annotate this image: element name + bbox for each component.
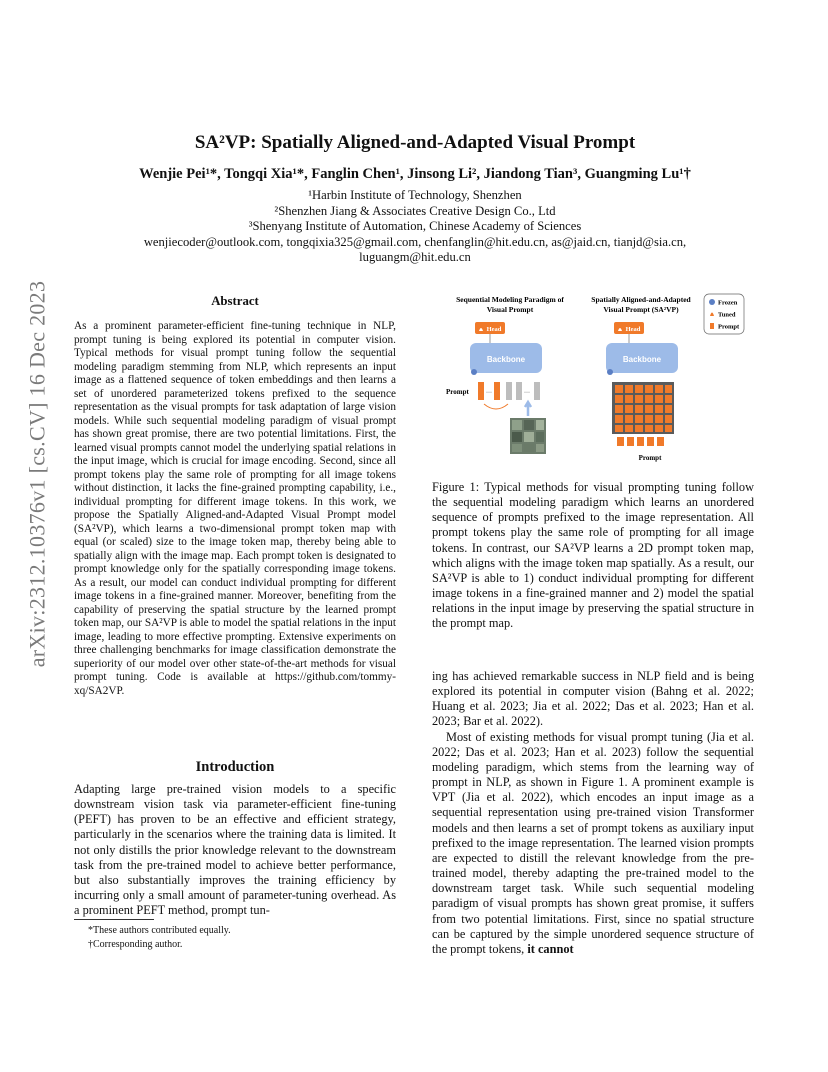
svg-text:···: ··· xyxy=(486,390,492,396)
left-head-label: Head xyxy=(486,326,502,333)
affiliation-3: ³Shenyang Institute of Automation, Chinese Academy of Sciences xyxy=(248,219,582,234)
right-prompt-row xyxy=(617,437,664,446)
frozen-icon xyxy=(607,369,613,375)
footnotes xyxy=(74,924,396,952)
introduction-text: Adapting large pre-trained vision models to a specific downstream vision task via parameter-efficient fine-tuning (PEFT) has proven to be an effective and efficient strategy, particularly in the scenarios where the training data is limited. It not only distills the prior knowledge relevant to the downstream task from the pre-trained model to achieve better performance, but also substantially improves the training efficiency by incurring only a small amount of parameter-tuning overhead. As a prominent PEFT method, prompt tun- xyxy=(74,782,396,918)
left-image-patches xyxy=(510,418,546,454)
figure-1-caption: Figure 1: Typical methods for visual prompting tuning follow the sequential modeling paradigm which learns an unordered sequence of prompts prefixed to the image representation. All prompt tokens play the same role of prompting for all image tokens. In contrast, our SA²VP learns a 2D prompt token map, which aligns with the image token map spatially. As a result, our SA²VP is able to 1) conduct individual prompting for different image tokens in a fine-grained manner and 2) model the spatial relations in the input image by preserving the spatial structure in the prompt map. xyxy=(432,480,754,631)
prompt-legend-icon xyxy=(710,323,714,329)
legend-frozen: Frozen xyxy=(718,299,738,307)
left-backbone-label: Backbone xyxy=(486,355,526,364)
author-list: Wenjie Pei¹*, Tongqi Xia¹*, Fanglin Chen¹, Jinsong Li², Jiandong Tian³, Guangming Lu¹† xyxy=(139,166,691,182)
author-emails: wenjiecoder@outlook.com, tongqixia325@gmail.com, chenfanglin@hit.edu.cn, as@jaid.cn, tianjd@sia.cn, xyxy=(143,234,687,249)
fig-right-title-1: Spatially Aligned-and-Adapted xyxy=(591,295,691,304)
shuffle-arrow xyxy=(484,404,508,409)
footnote-corresponding: †Corresponding author. xyxy=(88,939,183,950)
figure-1-diagram xyxy=(440,290,756,468)
introduction-heading: Introduction xyxy=(195,759,275,775)
svg-text:···: ··· xyxy=(524,390,530,396)
footnote-equal-contribution: *These authors contributed equally. xyxy=(88,925,231,936)
right-head-label: Head xyxy=(625,326,641,333)
left-prompt-label: Prompt xyxy=(446,388,469,396)
frozen-icon xyxy=(709,299,715,305)
right-column-text xyxy=(432,669,754,957)
fig-left-title-2: Visual Prompt xyxy=(486,305,534,314)
legend-prompt: Prompt xyxy=(718,323,740,331)
right-paragraph-2: Most of existing methods for visual prompt tuning (Jia et al. 2022; Das et al. 2023; Han et al. 2023) follow the sequential modeling paradigm, which stems from the learning way of prompt in NLP, as shown in Figure 1. A prominent example is VPT (Jia et al. 2022), which encodes an input image as a sequential representation using pre-trained vision Transformer models and then learns a set of prompt tokens as auxiliary input prefixed to the image representation. The learned vision prompts are expected to distill the relevant knowledge from the pre-trained model, thereby adapting the pre-trained model to the downstream target task. While such sequential modeling paradigm of visual prompts has shown great promise, it suffers from two potential limitations. First, since no spatial structure can be captured by the simple unordered sequence structure of the prompt tokens, it cannot xyxy=(432,729,754,956)
right-backbone-label: Backbone xyxy=(622,355,662,364)
paper-title: SA²VP: Spatially Aligned-and-Adapted Visual Prompt xyxy=(194,132,636,153)
fig-left-title-1: Sequential Modeling Paradigm of xyxy=(456,295,564,304)
affiliation-2: ²Shenzhen Jiang & Associates Creative Design Co., Ltd xyxy=(274,203,556,218)
abstract-text: As a prominent parameter-efficient fine-tuning technique in NLP, prompt tuning is being explored its potential in computer vision. Typical methods for visual prompt tuning follow the sequential modeling paradigm stemming from NLP, which represents an input image as a flattened sequence of token embeddings and then learns a set of unordered parameterized tokens prefixed to the sequence representation as the visual prompts for task adaptation of large vision models. While such sequential modeling paradigm of visual prompt has shown great promise, there are two potential limitations. First, the learned visual prompts cannot model the underlying spatial relations in the input image, which is crucial for image encoding. Second, since all prompt tokens play the same role of prompting for all image tokens without distinction, it lacks the fine-grained prompting capability, i.e., individual prompting for different image tokens. In this work, we propose the Spatially Aligned-and-Adapted Visual Prompt model (SA²VP), which learns a two-dimensional prompt token map with equal (or scaled) size to the image token map, thereby being able to spatially align with the image map. Each prompt token is designated to prompt knowledge only for the spatially corresponding image tokens. As a result, our model can conduct individual prompting for different image tokens in a fine-grained manner. Moreover, benefiting from the capability of preserving the spatial structure by the learned prompt token map, our SA²VP is able to model the spatial relations in the input image, leading to more effective prompting. Extensive experiments on three challenging benchmarks for image classification demonstrate the superiority of our model over other state-of-the-art methods for visual prompt tuning. Code is available at https://github.com/tommy-xq/SA2VP. xyxy=(74,320,396,697)
right-prompt-map xyxy=(612,382,674,434)
abstract-heading: Abstract xyxy=(211,294,259,308)
frozen-icon xyxy=(471,369,477,375)
footnote-rule xyxy=(74,919,154,920)
arxiv-stamp: arXiv:2312.10376v1 [cs.CV] 16 Dec 2023 xyxy=(24,280,49,668)
fig-right-title-2: Visual Prompt (SA²VP) xyxy=(603,305,679,314)
right-prompt-label: Prompt xyxy=(638,454,662,462)
legend-tuned: Tuned xyxy=(718,311,736,319)
author-emails-cont: luguangm@hit.edu.cn xyxy=(359,250,471,265)
right-paragraph-1: ing has achieved remarkable success in NLP field and is being explored its potential in computer vision (Bahng et al. 2022; Huang et al. 2023; Jia et al. 2022; Das et al. 2023; Han et al. 2023; Bar et al. 2022). xyxy=(432,669,754,729)
affiliation-1: ¹Harbin Institute of Technology, Shenzhen xyxy=(308,188,522,202)
paper-header xyxy=(74,130,756,266)
